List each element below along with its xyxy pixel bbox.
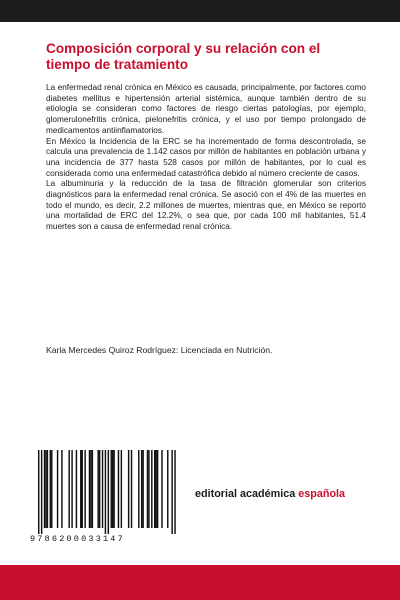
publisher-name: editorial académica: [195, 488, 296, 500]
book-title: Composición corporal y su relación con el tiempo de tratamiento: [46, 41, 321, 72]
barcode-bar: [89, 450, 90, 528]
barcode-bar: [118, 450, 119, 528]
barcode-bar: [154, 450, 155, 528]
barcode-bar: [99, 450, 100, 528]
publisher-logo: [195, 488, 385, 501]
barcode-bars: [30, 450, 184, 534]
barcode-bar: [138, 450, 139, 528]
synopsis-paragraph-2: En México la Incidencia de la ERC se ha incrementado de forma descontrolada, se calcula una prevalencia de 1.142 casos por millón de habitantes en población urbana y una incidencia de 377 hasta 528 casos por millón de habitantes, por lo cual es considerada como una enfermedad catastrófica debido al número creciente de casos.: [46, 136, 366, 178]
barcode-bar: [84, 450, 85, 528]
barcode-bar: [121, 450, 122, 528]
barcode-bar: [90, 450, 91, 528]
barcode-bar: [157, 450, 158, 528]
barcode-bar: [112, 450, 113, 528]
barcode-bar: [167, 450, 168, 528]
barcode-bar: [47, 450, 48, 528]
barcode-bar: [92, 450, 93, 528]
barcode-bar: [76, 450, 77, 528]
barcode-bar: [38, 450, 39, 534]
isbn-barcode: [30, 450, 184, 548]
top-band: [0, 0, 400, 22]
barcode-bar: [51, 450, 52, 528]
barcode-bar: [171, 450, 172, 534]
synopsis-paragraph-1: La enfermedad renal crónica en México es causada, principalmente, por factores como diabetes mellitus e hipertensión arterial sistémica, aunque también dentro de su etiología se consideran como factores de riesgo ciertas patologías, por ejemplo, glomerulonefritis crónica, pielonefritis crónica, y el uso por tiempo prolongado de medicamentos antiinflamatorios.: [46, 83, 366, 135]
bottom-band: [0, 565, 400, 600]
synopsis-paragraph-3: La albuminuria y la reducción de la tasa de filtración glomerular son criterios diagnósticos para la enfermedad renal crónica. Se asoció con el 4% de las muertes en todo el mundo, es decir, 2.2 millones de muertes, mientras que, en México se reportó una mortalidad de ERC del 12.2%, o sea que, por cada 100 mil habitantes, 51.4 muertes son a causa de enfermedad renal crónica.: [46, 179, 366, 232]
barcode-bar: [41, 450, 42, 534]
barcode-bar: [131, 450, 132, 528]
barcode-bar: [105, 450, 106, 534]
barcode-bar: [161, 450, 162, 528]
barcode-bar: [102, 450, 103, 528]
barcode-bar: [44, 450, 45, 528]
barcode-bar: [148, 450, 149, 528]
barcode-bar: [82, 450, 83, 528]
barcode-bar: [61, 450, 62, 528]
barcode-bar: [142, 450, 143, 528]
barcode-bar: [113, 450, 114, 528]
barcode-bar: [68, 450, 69, 528]
barcode-bar: [147, 450, 148, 528]
barcode-bar: [128, 450, 129, 528]
author-bio: Karla Mercedes Quiroz Rodríguez: Licenciada en Nutrición.: [46, 345, 273, 355]
barcode-bar: [141, 450, 142, 528]
barcode-bar: [155, 450, 156, 528]
barcode-bar: [151, 450, 152, 528]
synopsis: [46, 83, 366, 233]
barcode-bar: [57, 450, 58, 528]
barcode-bar: [80, 450, 81, 528]
barcode-bar: [111, 450, 112, 528]
barcode-bar: [45, 450, 46, 528]
isbn-number: 9786200033147: [30, 534, 125, 544]
barcode-bar: [97, 450, 98, 528]
barcode-bar: [108, 450, 109, 534]
barcode-bar: [174, 450, 175, 534]
barcode-bar: [50, 450, 51, 528]
publisher-name-accent: española: [298, 488, 346, 500]
barcode-bar: [71, 450, 72, 528]
